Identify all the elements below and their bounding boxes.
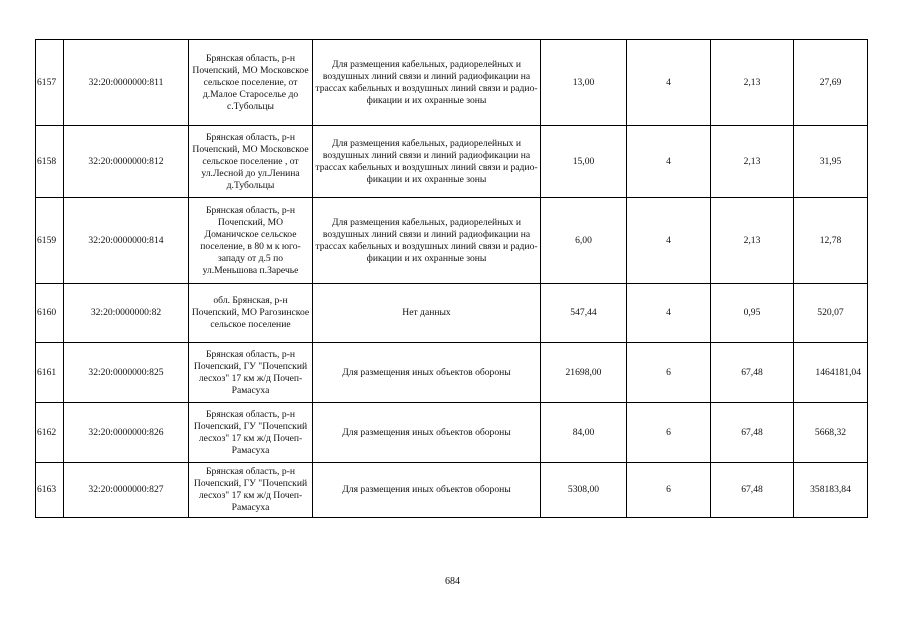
rate: 67,48 <box>711 463 794 518</box>
row-number: 6159 <box>36 198 64 284</box>
permitted-use: Для размещения иных объектов обороны <box>313 463 541 518</box>
land-registry-table <box>35 39 868 518</box>
address: обл. Брянская, р-н Почепский, МО Рагозинское сельское поселение <box>189 284 313 343</box>
area: 6,00 <box>541 198 627 284</box>
permitted-use: Для размещения кабельных, радиорелейных и воздушных линий связи и линий радиофикации на трассах кабельных и воздушных линий связи и радио-фикации и их охранные зоны <box>313 40 541 126</box>
table-row <box>36 403 868 463</box>
permitted-use: Нет данных <box>313 284 541 343</box>
cadastral-number: 32:20:0000000:82 <box>64 284 189 343</box>
cadastral-value: 5668,32 <box>794 403 868 463</box>
area: 13,00 <box>541 40 627 126</box>
cadastral-value: 358183,84 <box>794 463 868 518</box>
rate: 2,13 <box>711 126 794 198</box>
rate: 2,13 <box>711 198 794 284</box>
area: 84,00 <box>541 403 627 463</box>
area: 15,00 <box>541 126 627 198</box>
table-row <box>36 284 868 343</box>
address: Брянская область, р-н Почепский, ГУ "Почепский лесхоз" 17 км ж/д Почеп-Рамасуха <box>189 343 313 403</box>
table-row <box>36 463 868 518</box>
cadastral-number: 32:20:0000000:812 <box>64 126 189 198</box>
group: 4 <box>627 198 711 284</box>
permitted-use: Для размещения иных объектов обороны <box>313 403 541 463</box>
cadastral-value: 520,07 <box>794 284 868 343</box>
address: Брянская область, р-н Почепский, МО Московское сельское поселение, от д.Малое Староселье до с.Тубольцы <box>189 40 313 126</box>
cadastral-value: 12,78 <box>794 198 868 284</box>
row-number: 6161 <box>36 343 64 403</box>
cadastral-number: 32:20:0000000:814 <box>64 198 189 284</box>
rate: 67,48 <box>711 343 794 403</box>
rate: 0,95 <box>711 284 794 343</box>
row-number: 6160 <box>36 284 64 343</box>
area: 5308,00 <box>541 463 627 518</box>
table-row <box>36 198 868 284</box>
cadastral-number: 32:20:0000000:826 <box>64 403 189 463</box>
table-row <box>36 343 868 403</box>
cadastral-number: 32:20:0000000:825 <box>64 343 189 403</box>
group: 4 <box>627 126 711 198</box>
permitted-use: Для размещения кабельных, радиорелейных и воздушных линий связи и линий радиофикации на трассах кабельных и воздушных линий связи и радио-фикации и их охранные зоны <box>313 126 541 198</box>
cadastral-value: 1464181,04 <box>794 343 868 403</box>
row-number: 6158 <box>36 126 64 198</box>
address: Брянская область, р-н Почепский, ГУ "Почепский лесхоз" 17 км ж/д Почеп-Рамасуха <box>189 463 313 518</box>
page-number: 684 <box>445 576 460 587</box>
cadastral-value: 27,69 <box>794 40 868 126</box>
permitted-use: Для размещения иных объектов обороны <box>313 343 541 403</box>
address: Брянская область, р-н Почепский, МО Доманичское сельское поселение, в 80 м к юго-западу от д.5 по ул.Меньшова п.Заречье <box>189 198 313 284</box>
rate: 2,13 <box>711 40 794 126</box>
permitted-use: Для размещения кабельных, радиорелейных и воздушных линий связи и линий радиофикации на трассах кабельных и воздушных линий связи и радио-фикации и их охранные зоны <box>313 198 541 284</box>
cadastral-number: 32:20:0000000:827 <box>64 463 189 518</box>
group: 4 <box>627 40 711 126</box>
row-number: 6163 <box>36 463 64 518</box>
area: 21698,00 <box>541 343 627 403</box>
group: 4 <box>627 284 711 343</box>
cadastral-number: 32:20:0000000:811 <box>64 40 189 126</box>
table-row <box>36 40 868 126</box>
row-number: 6157 <box>36 40 64 126</box>
rate: 67,48 <box>711 403 794 463</box>
group: 6 <box>627 403 711 463</box>
cadastral-value: 31,95 <box>794 126 868 198</box>
group: 6 <box>627 343 711 403</box>
area: 547,44 <box>541 284 627 343</box>
group: 6 <box>627 463 711 518</box>
row-number: 6162 <box>36 403 64 463</box>
address: Брянская область, р-н Почепский, МО Московское сельское поселение , от ул.Лесной до ул.Ленина д.Тубольцы <box>189 126 313 198</box>
address: Брянская область, р-н Почепский, ГУ "Почепский лесхоз" 17 км ж/д Почеп-Рамасуха <box>189 403 313 463</box>
table-row <box>36 126 868 198</box>
